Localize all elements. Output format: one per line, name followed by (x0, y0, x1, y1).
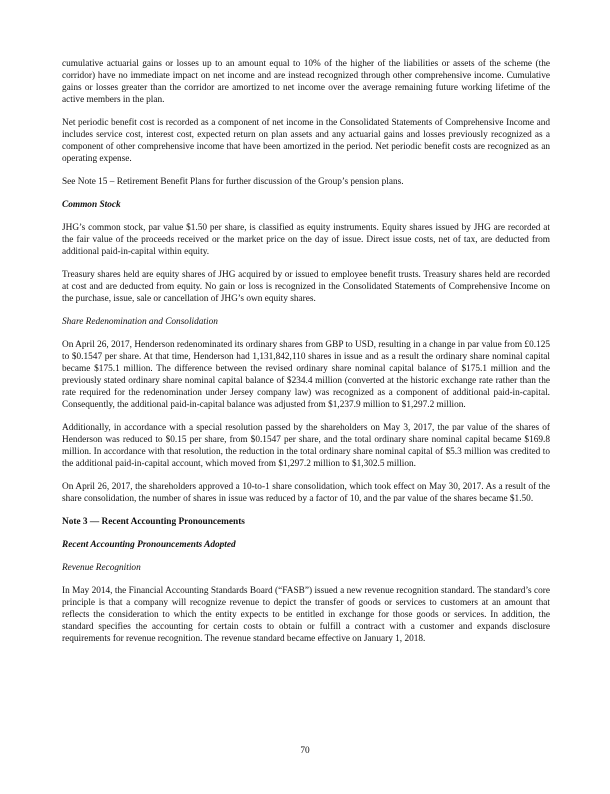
paragraph-treasury-shares: Treasury shares held are equity shares of JHG acquired by or issued to employee benefit trusts. Treasury shares held are recorded at cost and are deducted from equity. No gain or loss is recognized in the Consolidated Statements of Comprehensive Income on the purchase, issue, sale or cancellation of JHG’s own equity shares. (62, 270, 550, 304)
heading-share-redenomination: Share Redenomination and Consolidation (62, 317, 218, 327)
paragraph-corridor: cumulative actuarial gains or losses up to an amount equal to 10% of the higher of the liabilities or assets of the scheme (the corridor) have no immediate impact on net income and are instead recognized through other comprehensive income. Cumulative gains or losses greater than the corridor are amortized to net income over the average remaining future working lifetime of the active members in the plan. (62, 59, 550, 105)
heading-note-3: Note 3 — Recent Accounting Pronouncements (62, 517, 245, 527)
document-page (62, 58, 550, 656)
heading-revenue-recognition: Revenue Recognition (62, 563, 141, 573)
paragraph-redenomination: On April 26, 2017, Henderson redenominated its ordinary shares from GBP to USD, resulting in a change in par value from £0.125 to $0.1547 per share. At that time, Henderson had 1,131,842,110 shares in issue and as a result the ordinary share nominal capital became $175.1 million. The difference between the revised ordinary share nominal capital balance of $175.1 million and the previously stated ordinary share nominal capital balance of $234.4 million (converted at the historic exchange rate rather than the rate required for the redenomination under Jersey company law) was recognized as a component of additional paid-in-capital. Consequently, the additional paid-in-capital balance was adjusted from $1,237.9 million to $1,297.2 million. (62, 340, 550, 410)
paragraph-see-note-15: See Note 15 – Retirement Benefit Plans for further discussion of the Group’s pension plans. (62, 177, 404, 187)
paragraph-revenue-standard: In May 2014, the Financial Accounting Standards Board (“FASB”) issued a new revenue recognition standard. The standard’s core principle is that a company will recognize revenue to depict the transfer of goods or services to customers at an amount that reflects the consideration to which the entity expects to be entitled in exchange for those goods or services. In addition, the standard specifies the accounting for certain costs to obtain or fulfill a contract with a customer and expands disclosure requirements for revenue recognition. The revenue standard became effective on January 1, 2018. (62, 586, 550, 644)
heading-common-stock: Common Stock (62, 200, 121, 210)
paragraph-net-periodic-cost: Net periodic benefit cost is recorded as a component of net income in the Consolidated Statements of Comprehensive Income and includes service cost, interest cost, expected return on plan assets and any actuarial gains and losses previously recognized as a component of other comprehensive income that have been amortized in the period. Net periodic benefit costs are recognized as an operating expense. (62, 118, 550, 164)
paragraph-par-value-reduction: Additionally, in accordance with a special resolution passed by the shareholders on May 3, 2017, the par value of the shares of Henderson was reduced to $0.15 per share, from $0.1547 per share, and the total ordinary share nominal capital became $169.8 million. In accordance with that resolution, the reduction in the total ordinary share nominal capital of $5.3 million was credited to the additional paid-in-capital account, which moved from $1,297.2 million to $1,302.5 million. (62, 423, 550, 469)
page-number: 70 (300, 746, 310, 756)
paragraph-share-consolidation: On April 26, 2017, the shareholders approved a 10-to-1 share consolidation, which took effect on May 30, 2017. As a result of the share consolidation, the number of shares in issue was reduced by a factor of 10, and the par value of the shares became $1.50. (62, 482, 550, 504)
heading-pronouncements-adopted: Recent Accounting Pronouncements Adopted (62, 540, 236, 550)
paragraph-common-stock: JHG’s common stock, par value $1.50 per share, is classified as equity instruments. Equity shares issued by JHG are recorded at the fair value of the proceeds received or the market price on the day of issue. Direct issue costs, net of tax, are deducted from additional paid-in-capital within equity. (62, 223, 550, 257)
